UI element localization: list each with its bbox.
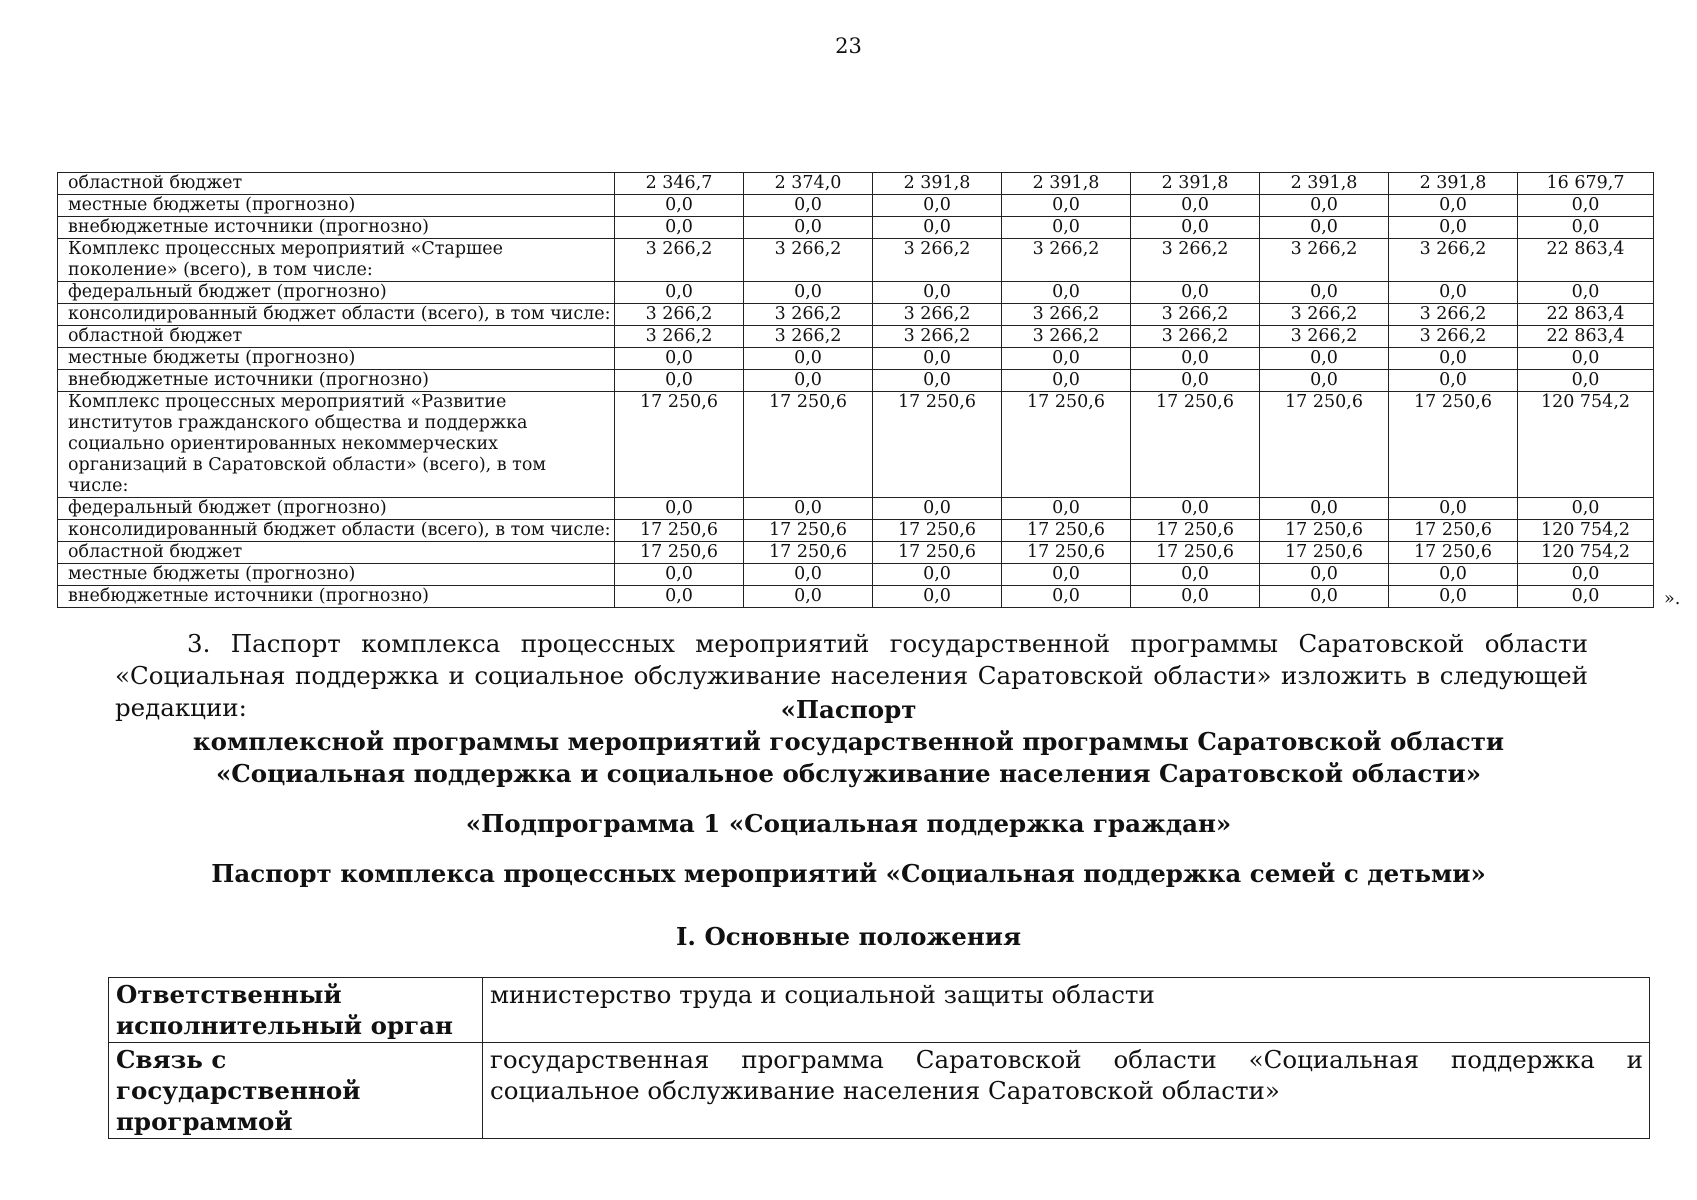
- row-label: местные бюджеты (прогнозно): [58, 564, 615, 586]
- financing-table-body: [58, 173, 1654, 608]
- cell-value: 0,0: [1518, 498, 1654, 520]
- row-label: местные бюджеты (прогнозно): [58, 348, 615, 370]
- cell-value: 0,0: [1260, 498, 1389, 520]
- cell-value: 0,0: [1518, 217, 1654, 239]
- row-label: внебюджетные источники (прогнозно): [58, 370, 615, 392]
- cell-value: 3 266,2: [744, 239, 873, 282]
- cell-value: 0,0: [744, 498, 873, 520]
- table-row: [58, 498, 1654, 520]
- cell-value: 0,0: [1002, 370, 1131, 392]
- cell-value: 17 250,6: [873, 520, 1002, 542]
- cell-value: 0,0: [615, 370, 744, 392]
- table-row: [58, 217, 1654, 239]
- cell-value: 3 266,2: [1131, 304, 1260, 326]
- table-row: [58, 239, 1654, 282]
- cell-value: 0,0: [1389, 348, 1518, 370]
- cell-value: 0,0: [873, 195, 1002, 217]
- passport-key: Связь с государственной программой: [109, 1043, 483, 1139]
- row-label: областной бюджет: [58, 173, 615, 195]
- cell-value: 0,0: [1260, 348, 1389, 370]
- cell-value: 0,0: [1260, 564, 1389, 586]
- cell-value: 0,0: [1260, 217, 1389, 239]
- cell-value: 0,0: [1260, 282, 1389, 304]
- cell-value: 0,0: [873, 370, 1002, 392]
- cell-value: 2 346,7: [615, 173, 744, 195]
- table-row: [58, 173, 1654, 195]
- cell-value: 3 266,2: [1389, 326, 1518, 348]
- table-row: [58, 564, 1654, 586]
- cell-value: 0,0: [873, 282, 1002, 304]
- cell-value: 0,0: [873, 564, 1002, 586]
- cell-value: 0,0: [1389, 564, 1518, 586]
- cell-value: 3 266,2: [615, 326, 744, 348]
- cell-value: 2 374,0: [744, 173, 873, 195]
- cell-value: 0,0: [1260, 586, 1389, 608]
- table-row: [58, 282, 1654, 304]
- cell-value: 0,0: [615, 282, 744, 304]
- cell-value: 0,0: [1002, 282, 1131, 304]
- row-label: Комплекс процессных мероприятий «Развитие институтов гражданского общества и поддержка социально ориентированных некоммерческих организаций в Саратовской области» (всего), в том числе:: [58, 392, 615, 498]
- cell-value: 17 250,6: [1002, 392, 1131, 498]
- cell-value: 0,0: [744, 282, 873, 304]
- cell-value: 17 250,6: [1131, 520, 1260, 542]
- cell-value: 0,0: [615, 586, 744, 608]
- cell-value: 2 391,8: [1131, 173, 1260, 195]
- cell-value: 0,0: [744, 217, 873, 239]
- cell-value: 2 391,8: [873, 173, 1002, 195]
- cell-value: 0,0: [873, 498, 1002, 520]
- table-row: [58, 542, 1654, 564]
- cell-value: 17 250,6: [1260, 542, 1389, 564]
- cell-value: 0,0: [744, 348, 873, 370]
- cell-value: 17 250,6: [873, 542, 1002, 564]
- cell-value: 0,0: [873, 217, 1002, 239]
- cell-value: 0,0: [615, 348, 744, 370]
- cell-value: 2 391,8: [1260, 173, 1389, 195]
- cell-value: 0,0: [1002, 348, 1131, 370]
- cell-value: 17 250,6: [615, 542, 744, 564]
- cell-value: 0,0: [1002, 195, 1131, 217]
- cell-value: 2 391,8: [1389, 173, 1518, 195]
- cell-value: 0,0: [1389, 282, 1518, 304]
- cell-value: 3 266,2: [873, 304, 1002, 326]
- table-row: [58, 370, 1654, 392]
- cell-value: 17 250,6: [1389, 542, 1518, 564]
- cell-value: 17 250,6: [744, 542, 873, 564]
- cell-value: 0,0: [1002, 564, 1131, 586]
- cell-value: 0,0: [744, 195, 873, 217]
- cell-value: 0,0: [1518, 586, 1654, 608]
- passport-value: министерство труда и социальной защиты области: [483, 978, 1650, 1043]
- closing-quote: ».: [1664, 589, 1681, 609]
- row-label: областной бюджет: [58, 326, 615, 348]
- cell-value: 3 266,2: [744, 304, 873, 326]
- cell-value: 3 266,2: [1260, 304, 1389, 326]
- row-label: Комплекс процессных мероприятий «Старшее поколение» (всего), в том числе:: [58, 239, 615, 282]
- cell-value: 3 266,2: [1002, 326, 1131, 348]
- cell-value: 0,0: [1389, 195, 1518, 217]
- cell-value: 0,0: [1131, 348, 1260, 370]
- cell-value: 16 679,7: [1518, 173, 1654, 195]
- table-row: [58, 586, 1654, 608]
- cell-value: 17 250,6: [1260, 520, 1389, 542]
- section-title: I. Основные положения: [675, 922, 1022, 951]
- row-label: областной бюджет: [58, 542, 615, 564]
- cell-value: 3 266,2: [1260, 326, 1389, 348]
- cell-value: 3 266,2: [1002, 304, 1131, 326]
- cell-value: 3 266,2: [1131, 239, 1260, 282]
- table-row: [58, 520, 1654, 542]
- row-label: консолидированный бюджет области (всего), в том числе:: [58, 520, 615, 542]
- cell-value: 17 250,6: [1002, 542, 1131, 564]
- cell-value: 17 250,6: [1389, 392, 1518, 498]
- cell-value: 0,0: [615, 195, 744, 217]
- cell-value: 17 250,6: [744, 392, 873, 498]
- cell-value: 17 250,6: [873, 392, 1002, 498]
- program-name-heading: «Социальная поддержка и социальное обслуживание населения Саратовской области»: [215, 759, 1482, 788]
- table-row: [58, 348, 1654, 370]
- cell-value: 17 250,6: [744, 520, 873, 542]
- table-row: [58, 195, 1654, 217]
- cell-value: 2 391,8: [1002, 173, 1131, 195]
- cell-value: 22 863,4: [1518, 326, 1654, 348]
- cell-value: 3 266,2: [873, 326, 1002, 348]
- passport-title: Паспорт комплекса процессных мероприятий «Социальная поддержка семей с детьми»: [211, 859, 1486, 888]
- cell-value: 0,0: [1131, 586, 1260, 608]
- cell-value: 0,0: [1131, 282, 1260, 304]
- cell-value: 3 266,2: [615, 239, 744, 282]
- cell-value: 0,0: [744, 564, 873, 586]
- passport-value: государственная программа Саратовской области «Социальная поддержка и социальное обслуживание населения Саратовской области»: [483, 1043, 1650, 1139]
- cell-value: 17 250,6: [1260, 392, 1389, 498]
- cell-value: 0,0: [1518, 370, 1654, 392]
- cell-value: 0,0: [1518, 348, 1654, 370]
- cell-value: 0,0: [1518, 282, 1654, 304]
- cell-value: 3 266,2: [1131, 326, 1260, 348]
- cell-value: 0,0: [1389, 217, 1518, 239]
- passport-table: [108, 977, 1650, 1139]
- cell-value: 0,0: [1131, 217, 1260, 239]
- row-label: местные бюджеты (прогнозно): [58, 195, 615, 217]
- cell-value: 0,0: [873, 586, 1002, 608]
- cell-value: 3 266,2: [615, 304, 744, 326]
- cell-value: 0,0: [1260, 195, 1389, 217]
- cell-value: 3 266,2: [1389, 304, 1518, 326]
- cell-value: 3 266,2: [873, 239, 1002, 282]
- cell-value: 0,0: [1131, 564, 1260, 586]
- cell-value: 0,0: [615, 564, 744, 586]
- cell-value: 17 250,6: [1131, 542, 1260, 564]
- cell-value: 0,0: [1518, 195, 1654, 217]
- cell-value: 120 754,2: [1518, 520, 1654, 542]
- cell-value: 0,0: [744, 586, 873, 608]
- cell-value: 22 863,4: [1518, 304, 1654, 326]
- cell-value: 3 266,2: [1002, 239, 1131, 282]
- cell-value: 0,0: [1131, 195, 1260, 217]
- cell-value: 17 250,6: [1002, 520, 1131, 542]
- table-row: [58, 392, 1654, 498]
- cell-value: 0,0: [1131, 370, 1260, 392]
- row-label: внебюджетные источники (прогнозно): [58, 586, 615, 608]
- program-heading: комплексной программы мероприятий государственной программы Саратовской области: [192, 727, 1505, 756]
- cell-value: 0,0: [1002, 217, 1131, 239]
- cell-value: 3 266,2: [744, 326, 873, 348]
- cell-value: 0,0: [615, 217, 744, 239]
- page-number: 23: [835, 34, 862, 58]
- row-label: консолидированный бюджет области (всего), в том числе:: [58, 304, 615, 326]
- row-label: внебюджетные источники (прогнозно): [58, 217, 615, 239]
- cell-value: 22 863,4: [1518, 239, 1654, 282]
- cell-value: 17 250,6: [1389, 520, 1518, 542]
- cell-value: 0,0: [615, 498, 744, 520]
- cell-value: 17 250,6: [615, 392, 744, 498]
- cell-value: 0,0: [1389, 498, 1518, 520]
- passport-row-program-link: [109, 1043, 1650, 1139]
- passport-row-responsible: [109, 978, 1650, 1043]
- cell-value: 0,0: [744, 370, 873, 392]
- cell-value: 120 754,2: [1518, 392, 1654, 498]
- cell-value: 0,0: [1260, 370, 1389, 392]
- cell-value: 120 754,2: [1518, 542, 1654, 564]
- cell-value: 3 266,2: [1260, 239, 1389, 282]
- cell-value: 0,0: [1389, 586, 1518, 608]
- subprogram-heading: «Подпрограмма 1 «Социальная поддержка граждан»: [465, 809, 1232, 838]
- cell-value: 3 266,2: [1389, 239, 1518, 282]
- row-label: федеральный бюджет (прогнозно): [58, 498, 615, 520]
- passport-key: Ответственный исполнительный орган: [109, 978, 483, 1043]
- cell-value: 0,0: [873, 348, 1002, 370]
- cell-value: 0,0: [1389, 370, 1518, 392]
- cell-value: 0,0: [1002, 586, 1131, 608]
- passport-heading: «Паспорт: [780, 695, 917, 724]
- amendment-paragraph: 3. Паспорт комплекса процессных мероприятий государственной программы Саратовской области «Социальная поддержка и социальное обслуживание населения Саратовской области» изложить в следующей редакции:: [115, 629, 1588, 722]
- cell-value: 17 250,6: [1131, 392, 1260, 498]
- table-row: [58, 326, 1654, 348]
- cell-value: 0,0: [1518, 564, 1654, 586]
- table-row: [58, 304, 1654, 326]
- row-label: федеральный бюджет (прогнозно): [58, 282, 615, 304]
- cell-value: 0,0: [1131, 498, 1260, 520]
- cell-value: 17 250,6: [615, 520, 744, 542]
- cell-value: 0,0: [1002, 498, 1131, 520]
- financing-table: [57, 172, 1654, 608]
